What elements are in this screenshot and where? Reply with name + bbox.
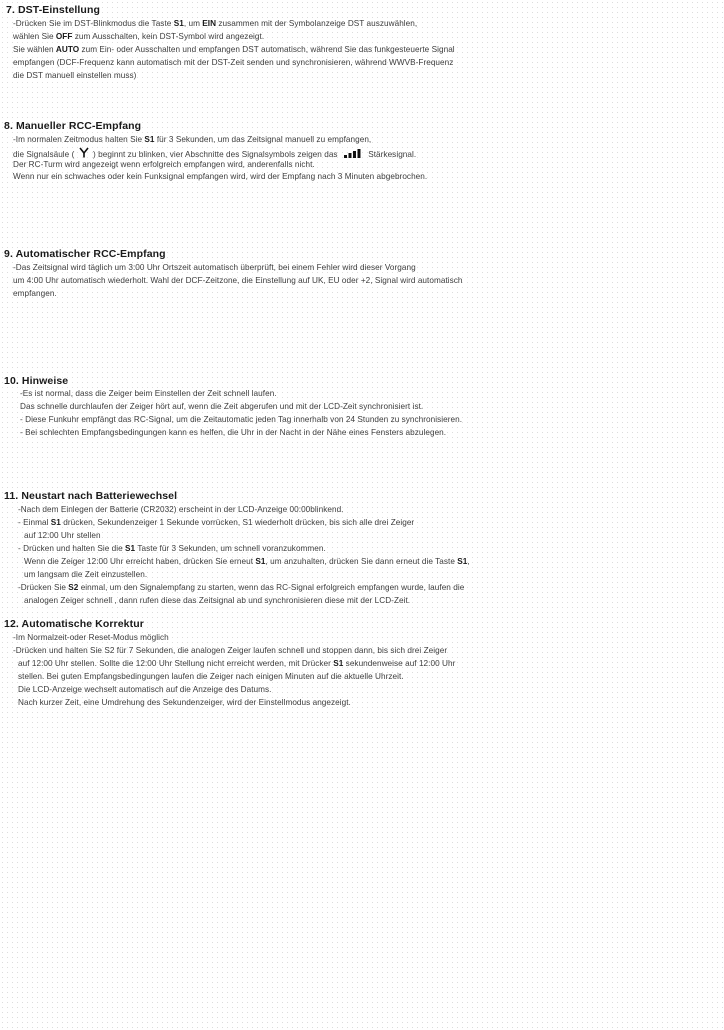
text-line: die Signalsäule ( ) beginnt zu blinken, vier Abschnitte des Signalsymbols zeigen das Stärkesignal. bbox=[13, 147, 416, 160]
text-line: auf 12:00 Uhr stellen bbox=[24, 531, 101, 540]
text-line: -Nach dem Einlegen der Batterie (CR2032) erscheint in der LCD-Anzeige 00:00blinkend. bbox=[18, 505, 344, 514]
text-line: Die LCD-Anzeige wechselt automatisch auf die Anzeige des Datums. bbox=[18, 685, 272, 694]
text-line: - Drücken und halten Sie die S1 Taste für 3 Sekunden, um schnell voranzukommen. bbox=[18, 544, 326, 553]
antenna-signal-icon bbox=[79, 147, 89, 158]
heading-automatische-korrektur: 12. Automatische Korrektur bbox=[4, 618, 144, 630]
text-line: Wenn nur ein schwaches oder kein Funksignal empfangen wird, wird der Empfang nach 3 Minuten abgebrochen. bbox=[13, 172, 428, 181]
heading-dst-einstellung: 7. DST-Einstellung bbox=[6, 4, 100, 16]
text-line: -Drücken Sie S2 einmal, um den Signalempfang zu starten, wenn das RC-Signal erfolgreich empfangen wurde, laufen die bbox=[18, 583, 465, 592]
heading-neustart-nach-batteriewechsel: 11. Neustart nach Batteriewechsel bbox=[4, 490, 178, 502]
text-line: -Im normalen Zeitmodus halten Sie S1 für 3 Sekunden, um das Zeitsignal manuell zu empfangen, bbox=[13, 135, 372, 144]
text-line: - Einmal S1 drücken, Sekundenzeiger 1 Sekunde vorrücken, S1 wiederholt drücken, bis sich alle drei Zeiger bbox=[18, 518, 415, 527]
text-line: um 4:00 Uhr automatisch wiederholt. Wahl der DCF-Zeitzone, die Einstellung auf UK, EU oder +2, Signal wird automatisch bbox=[13, 276, 463, 285]
text-line: stellen. Bei guten Empfangsbedingungen laufen die Zeiger nach einigen Minuten auf die aktuelle Uhrzeit. bbox=[18, 672, 404, 681]
text-line: -Es ist normal, dass die Zeiger beim Einstellen der Zeit schnell laufen. bbox=[20, 389, 277, 398]
text-line: -Im Normalzeit-oder Reset-Modus möglich bbox=[13, 633, 169, 642]
text-line: Wenn die Zeiger 12:00 Uhr erreicht haben, drücken Sie erneut S1, um anzuhalten, drücken Sie dann erneut die Taste S1, bbox=[24, 557, 470, 566]
text-line: -Drücken Sie im DST-Blinkmodus die Taste S1, um EIN zusammen mit der Symbolanzeige DST auszuwählen, bbox=[13, 19, 418, 28]
signal-strength-bars-icon bbox=[344, 149, 362, 158]
text-line: die DST manuell einstellen muss) bbox=[13, 71, 137, 80]
text-line: empfangen (DCF-Frequenz kann automatisch mit der DST-Zeit senden und synchronisieren, während WWVB-Frequenz bbox=[13, 58, 454, 67]
text-line: Der RC-Turm wird angezeigt wenn erfolgreich empfangen wird, anderenfalls nicht. bbox=[13, 160, 315, 169]
text-line: -Drücken und halten Sie S2 für 7 Sekunden, die analogen Zeiger laufen schnell und stoppen dann, bis sich drei Zeiger bbox=[13, 646, 448, 655]
heading-automatischer-rcc-empfang: 9. Automatischer RCC-Empfang bbox=[4, 248, 166, 260]
text-line: -Das Zeitsignal wird täglich um 3:00 Uhr Ortszeit automatisch überprüft, bei einem Fehler wird dieser Vorgang bbox=[13, 263, 416, 272]
text-line: auf 12:00 Uhr stellen. Sollte die 12:00 Uhr Stellung nicht erreicht werden, mit Drücker S1 sekundenweise auf 12:00 Uhr bbox=[18, 659, 456, 668]
text-line: Sie wählen AUTO zum Ein- oder Ausschalten und empfangen DST automatisch, während Sie das funkgesteuerte Signal bbox=[13, 45, 455, 54]
text-line: wählen Sie OFF zum Ausschalten, kein DST-Symbol wird angezeigt. bbox=[13, 32, 265, 41]
text-line: - Diese Funkuhr empfängt das RC-Signal, um die Zeitautomatic jeden Tag innerhalb von 24 Stunden zu synchronisieren. bbox=[20, 415, 463, 424]
heading-hinweise: 10. Hinweise bbox=[4, 375, 69, 387]
text-line: - Bei schlechten Empfangsbedingungen kann es helfen, die Uhr in der Nacht in der Nähe eines Fensters abzulegen. bbox=[20, 428, 447, 437]
text-line: analogen Zeiger schnell , dann rufen diese das Zeitsignal ab und synchronisieren diese mit der LCD-Zeit. bbox=[24, 596, 411, 605]
heading-manueller-rcc-empfang: 8. Manueller RCC-Empfang bbox=[4, 120, 142, 132]
text-line: Nach kurzer Zeit, eine Umdrehung des Sekundenzeiger, wird der Einstellmodus angezeigt. bbox=[18, 698, 351, 707]
text-line: Das schnelle durchlaufen der Zeiger hört auf, wenn die Zeit abgerufen und mit der LCD-Zeit synchronisiert ist. bbox=[20, 402, 424, 411]
text-line: empfangen. bbox=[13, 289, 57, 298]
text-line: um langsam die Zeit einzustellen. bbox=[24, 570, 148, 579]
